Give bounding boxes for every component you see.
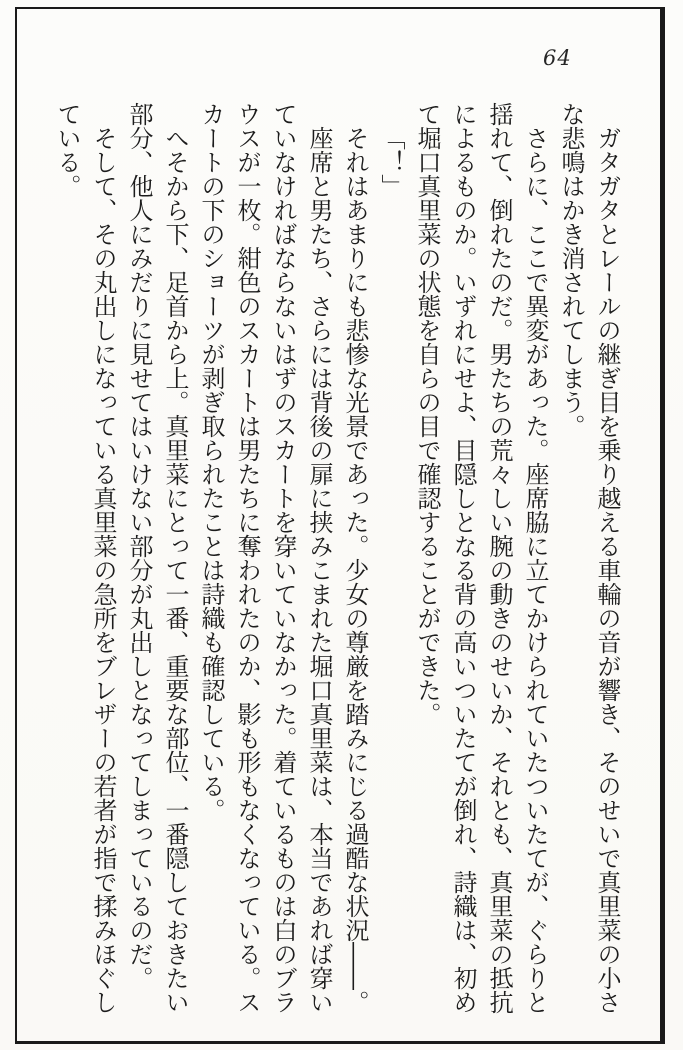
paragraph: 「！」	[377, 126, 405, 198]
paragraph: そして、その丸出しになっている真里菜の急所をブレザーの若者が指で揉みほぐしている。	[53, 102, 117, 1014]
paragraph: さらに、ここで異変があった。座席脇に立てかけられていたついたてが、ぐらりと揺れて、倒れたのだ。男たちの荒々しい腕の動きのせいか、それとも、真里菜の抵抗によるものか。いずれにせよ、目隠しとなる背の高いついたてが倒れ、詩織は、初めて堀口真里菜の状態を自らの目で確認することができた。	[413, 102, 549, 1014]
paragraph: それはあまりにも悲惨な光景であった。少女の尊厳を踏みにじる過酷な状況――。	[341, 126, 369, 1014]
paragraph: ガタガタとレールの継ぎ目を乗り越える車輪の音が響き、そのせいで真里菜の小さな悲鳴はかき消されてしまう。	[557, 102, 621, 1014]
paragraph: 座席と男たち、さらには背後の扉に挟みこまれた堀口真里菜は、本当であれば穿いていなければならないはずのスカートを穿いていなかった。着ているものは白のブラウスが一枚。紺色のスカートは男たちに奪われたのか、影も形もなくなっている。スカートの下のショーツが剥ぎ取られたことは詩織も確認している。	[197, 102, 333, 1014]
page-text-block	[49, 102, 625, 1018]
paragraph: へそから下、足首から上。真里菜にとって一番、重要な部位、一番隠しておきたい部分、他人にみだりに見せてはいけない部分が丸出しとなってしまっているのだ。	[125, 102, 189, 1014]
page-number: 64	[543, 46, 572, 70]
